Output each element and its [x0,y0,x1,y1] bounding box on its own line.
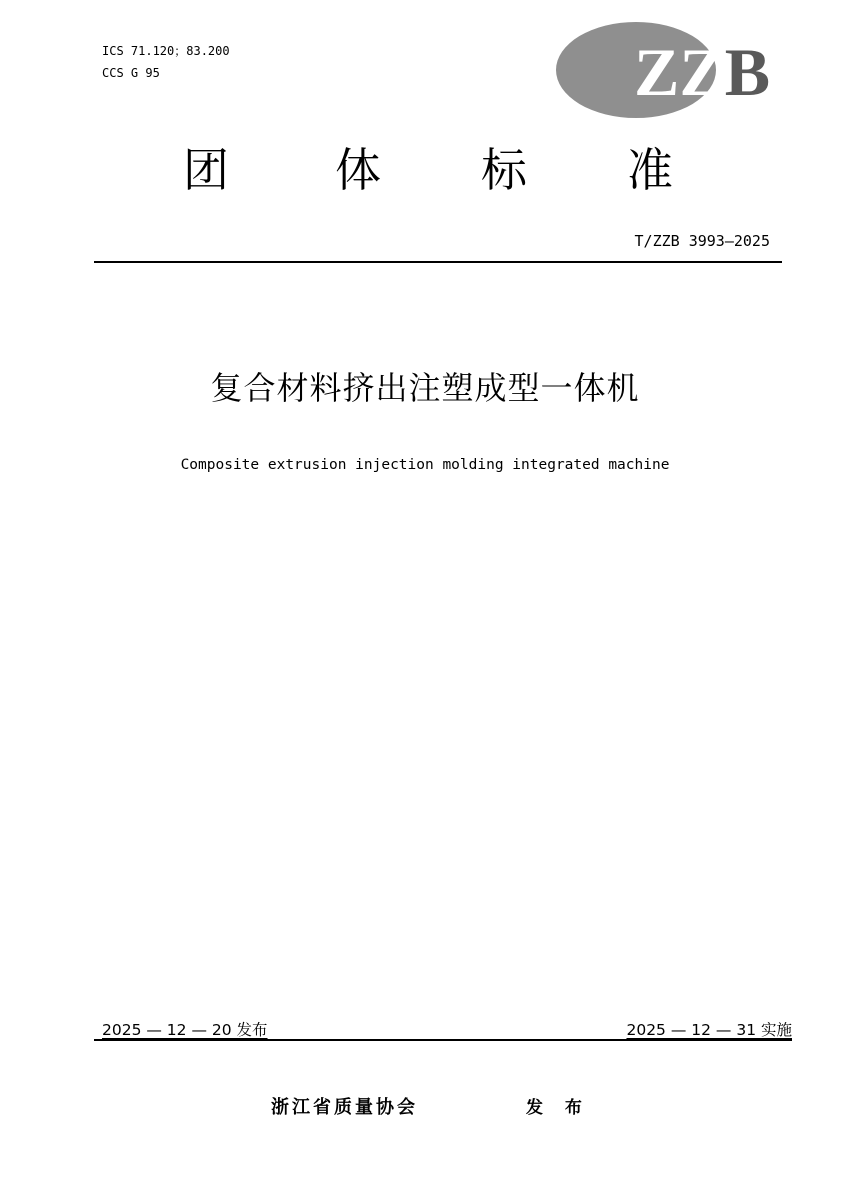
effective-date: 2025 — 12 — 31 实施 [626,1021,792,1039]
bottom-divider [94,1039,792,1041]
standard-kind [0,140,850,200]
issue-label: 发 布 [526,1098,590,1118]
zzb-logo [556,20,792,120]
standard-kind-char: 准 [627,143,673,197]
standard-title-en: Composite extrusion injection molding integrated machine [180,457,670,473]
standard-kind-char: 团 [183,143,229,197]
top-divider [94,261,782,263]
ccs-code: CCS G 95 [102,66,160,80]
logo-text: ZZB [634,34,771,110]
ics-code: ICS 71.120；83.200 [102,44,230,58]
standard-number: T/ZZB 3993—2025 [634,232,770,250]
standard-kind-char: 体 [335,143,381,197]
standard-title-cn: 复合材料挤出注塑成型一体机 [210,369,640,407]
publish-date: 2025 — 12 — 20 发布 [102,1021,268,1039]
issuer-organization: 浙江省质量协会 [271,1097,418,1118]
standard-kind-char: 标 [481,143,527,197]
